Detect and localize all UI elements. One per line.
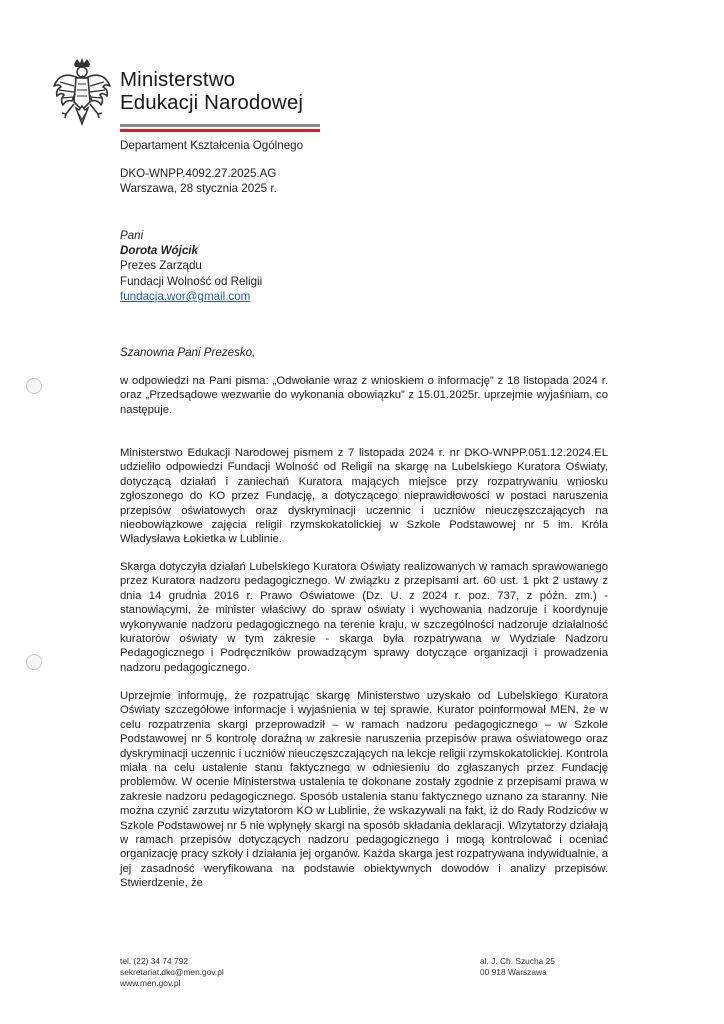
footer-phone: tel. (22) 34 74 792	[120, 956, 188, 966]
footer-contact	[120, 956, 224, 989]
recipient-title: Pani	[120, 229, 144, 242]
reference-number: DKO-WNPP.4092.27.2025.AG	[120, 167, 277, 180]
footer-address-line2: 00 918 Warszawa	[480, 967, 547, 977]
department-name: Departament Kształcenia Ogólnego	[120, 139, 304, 152]
flag-bar	[120, 124, 320, 132]
ministry-name-line2: Edukacji Narodowej	[120, 91, 303, 114]
punch-hole	[26, 378, 42, 394]
recipient-organization: Fundacji Wolność od Religii	[120, 274, 263, 288]
paragraph-2: Ministerstwo Edukacji Narodowej pismem z 7 listopada 2024 r. nr DKO-WNPP.051.12.2024.EL udzieliło odpowiedzi Fundacji Wolność od Religii na skargę na Lubelskiego Kuratora Oświaty, dotyczącą działań i zaniechań Kuratora mających miejsce przy rozpatrywaniu wniosku zgłoszonego do KO przez Fundację, a dotyczącego nieprawidłowości w postaci naruszenia przepisów oświatowych oraz dyskryminacji uczennic i uczniów nieuczęszczających na nieobowiązkowe zajęcia religii rzymskokatolickiej w Szkole Podstawowej nr 5 im. Króla Władysława Łokietka w Lublinie.	[120, 447, 608, 546]
flag-bar-grey	[120, 124, 320, 127]
footer-address	[480, 956, 555, 978]
ministry-name-line1: Ministerstwo	[120, 68, 236, 91]
footer-website[interactable]: www.men.gov.pl	[120, 978, 181, 988]
recipient-email-link[interactable]: fundacja.wor@gmail.com	[120, 289, 251, 303]
paragraph-1: w odpowiedzi na Pani pisma: „Odwołanie wraz z wnioskiem o informację” z 18 listopada 2024 r. oraz „Przedsądowe wezwanie do wykonania obowiązku” z 15.01.2025r. uprzejmie wyjaśniam, co następuje.	[120, 375, 608, 416]
recipient-role: Prezes Zarządu	[120, 259, 202, 273]
recipient-name: Dorota Wójcik	[120, 244, 198, 258]
paragraph-3: Skarga dotyczyła działań Lubelskiego Kuratora Oświaty realizowanych w ramach sprawowanego przez Kuratora nadzoru pedagogicznego. W związku z przepisami art. 60 ust. 1 pkt 2 ustawy z dnia 14 grudnia 2016 r. Prawo Oświatowe (Dz. U. z 2024 r. poz. 737, z późn. zm.) - stanowiącymi, że minister właściwy do spraw oświaty i wychowania nadzoruje i koordynuje wykonywanie nadzoru pedagogicznego na terenie kraju, w szczególności nadzoruje działalność kuratorów oświaty w tym zakresie - skarga była rozpatrywana w Wydziale Nadzoru Pedagogicznego i Podręczników prowadzącym sprawy dotyczące organizacji i prowadzenia nadzoru pedagogicznego.	[120, 561, 608, 674]
footer-email[interactable]: sekretariat.dko@men.gov.pl	[120, 967, 224, 977]
footer-address-line1: al. J. Ch. Szucha 25	[480, 956, 555, 966]
letter-reference	[120, 166, 277, 196]
paragraph-4: Uprzejmie informuję, że rozpatrując skargę Ministerstwo uzyskało od Lubelskiego Kuratora Oświaty szczegółowe informacje i wyjaśnienia w tej sprawie. Kurator poinformował MEN, że w celu rozpatrzenia skargi przeprowadził – w ramach nadzoru pedagogicznego – w Szkole Podstawowej nr 5 kontrolę doraźną w zakresie naruszenia przepisów prawa oświatowego oraz dyskryminacji uczennic i uczniów nieuczęszczających na lekcje religii rzymskokatolickiej. Kontrola miała na celu ustalenie stanu faktycznego w odniesieniu do zgłaszanych przez Fundację problemów. W ocenie Ministerstwa ustalenia te dokonane zostały zgodnie z przepisami prawa w zakresie nadzoru pedagogicznego. Sposób ustalenia stanu faktycznego uznano za staranny. Nie można czynić zarzutu wizytatorom KO w Lublinie, że wskazywali na fakt, iż do Rady Rodziców w Szkole Podstawowej nr 5 nie wpłynęły skargi na sposób składania deklaracji. Wizytatorzy działają w ramach przepisów dotyczących nadzoru pedagogicznego i mogą kontrolować i oceniać organizację pracy szkoły i działania jej organów. Każda skarga jest rozpatrywana indywidualnie, a jej zasadność weryfikowana na podstawie obiektywnych dowodów i analizy przepisów. Stwierdzenie, że	[120, 690, 608, 890]
place-date: Warszawa, 28 stycznia 2025 r.	[120, 182, 277, 195]
ministry-name	[120, 68, 303, 114]
punch-hole	[26, 654, 42, 670]
flag-bar-red	[120, 129, 320, 132]
recipient-block	[120, 228, 262, 304]
polish-eagle-emblem-icon	[52, 58, 112, 132]
salutation: Szanowna Pani Prezesko,	[120, 346, 256, 359]
